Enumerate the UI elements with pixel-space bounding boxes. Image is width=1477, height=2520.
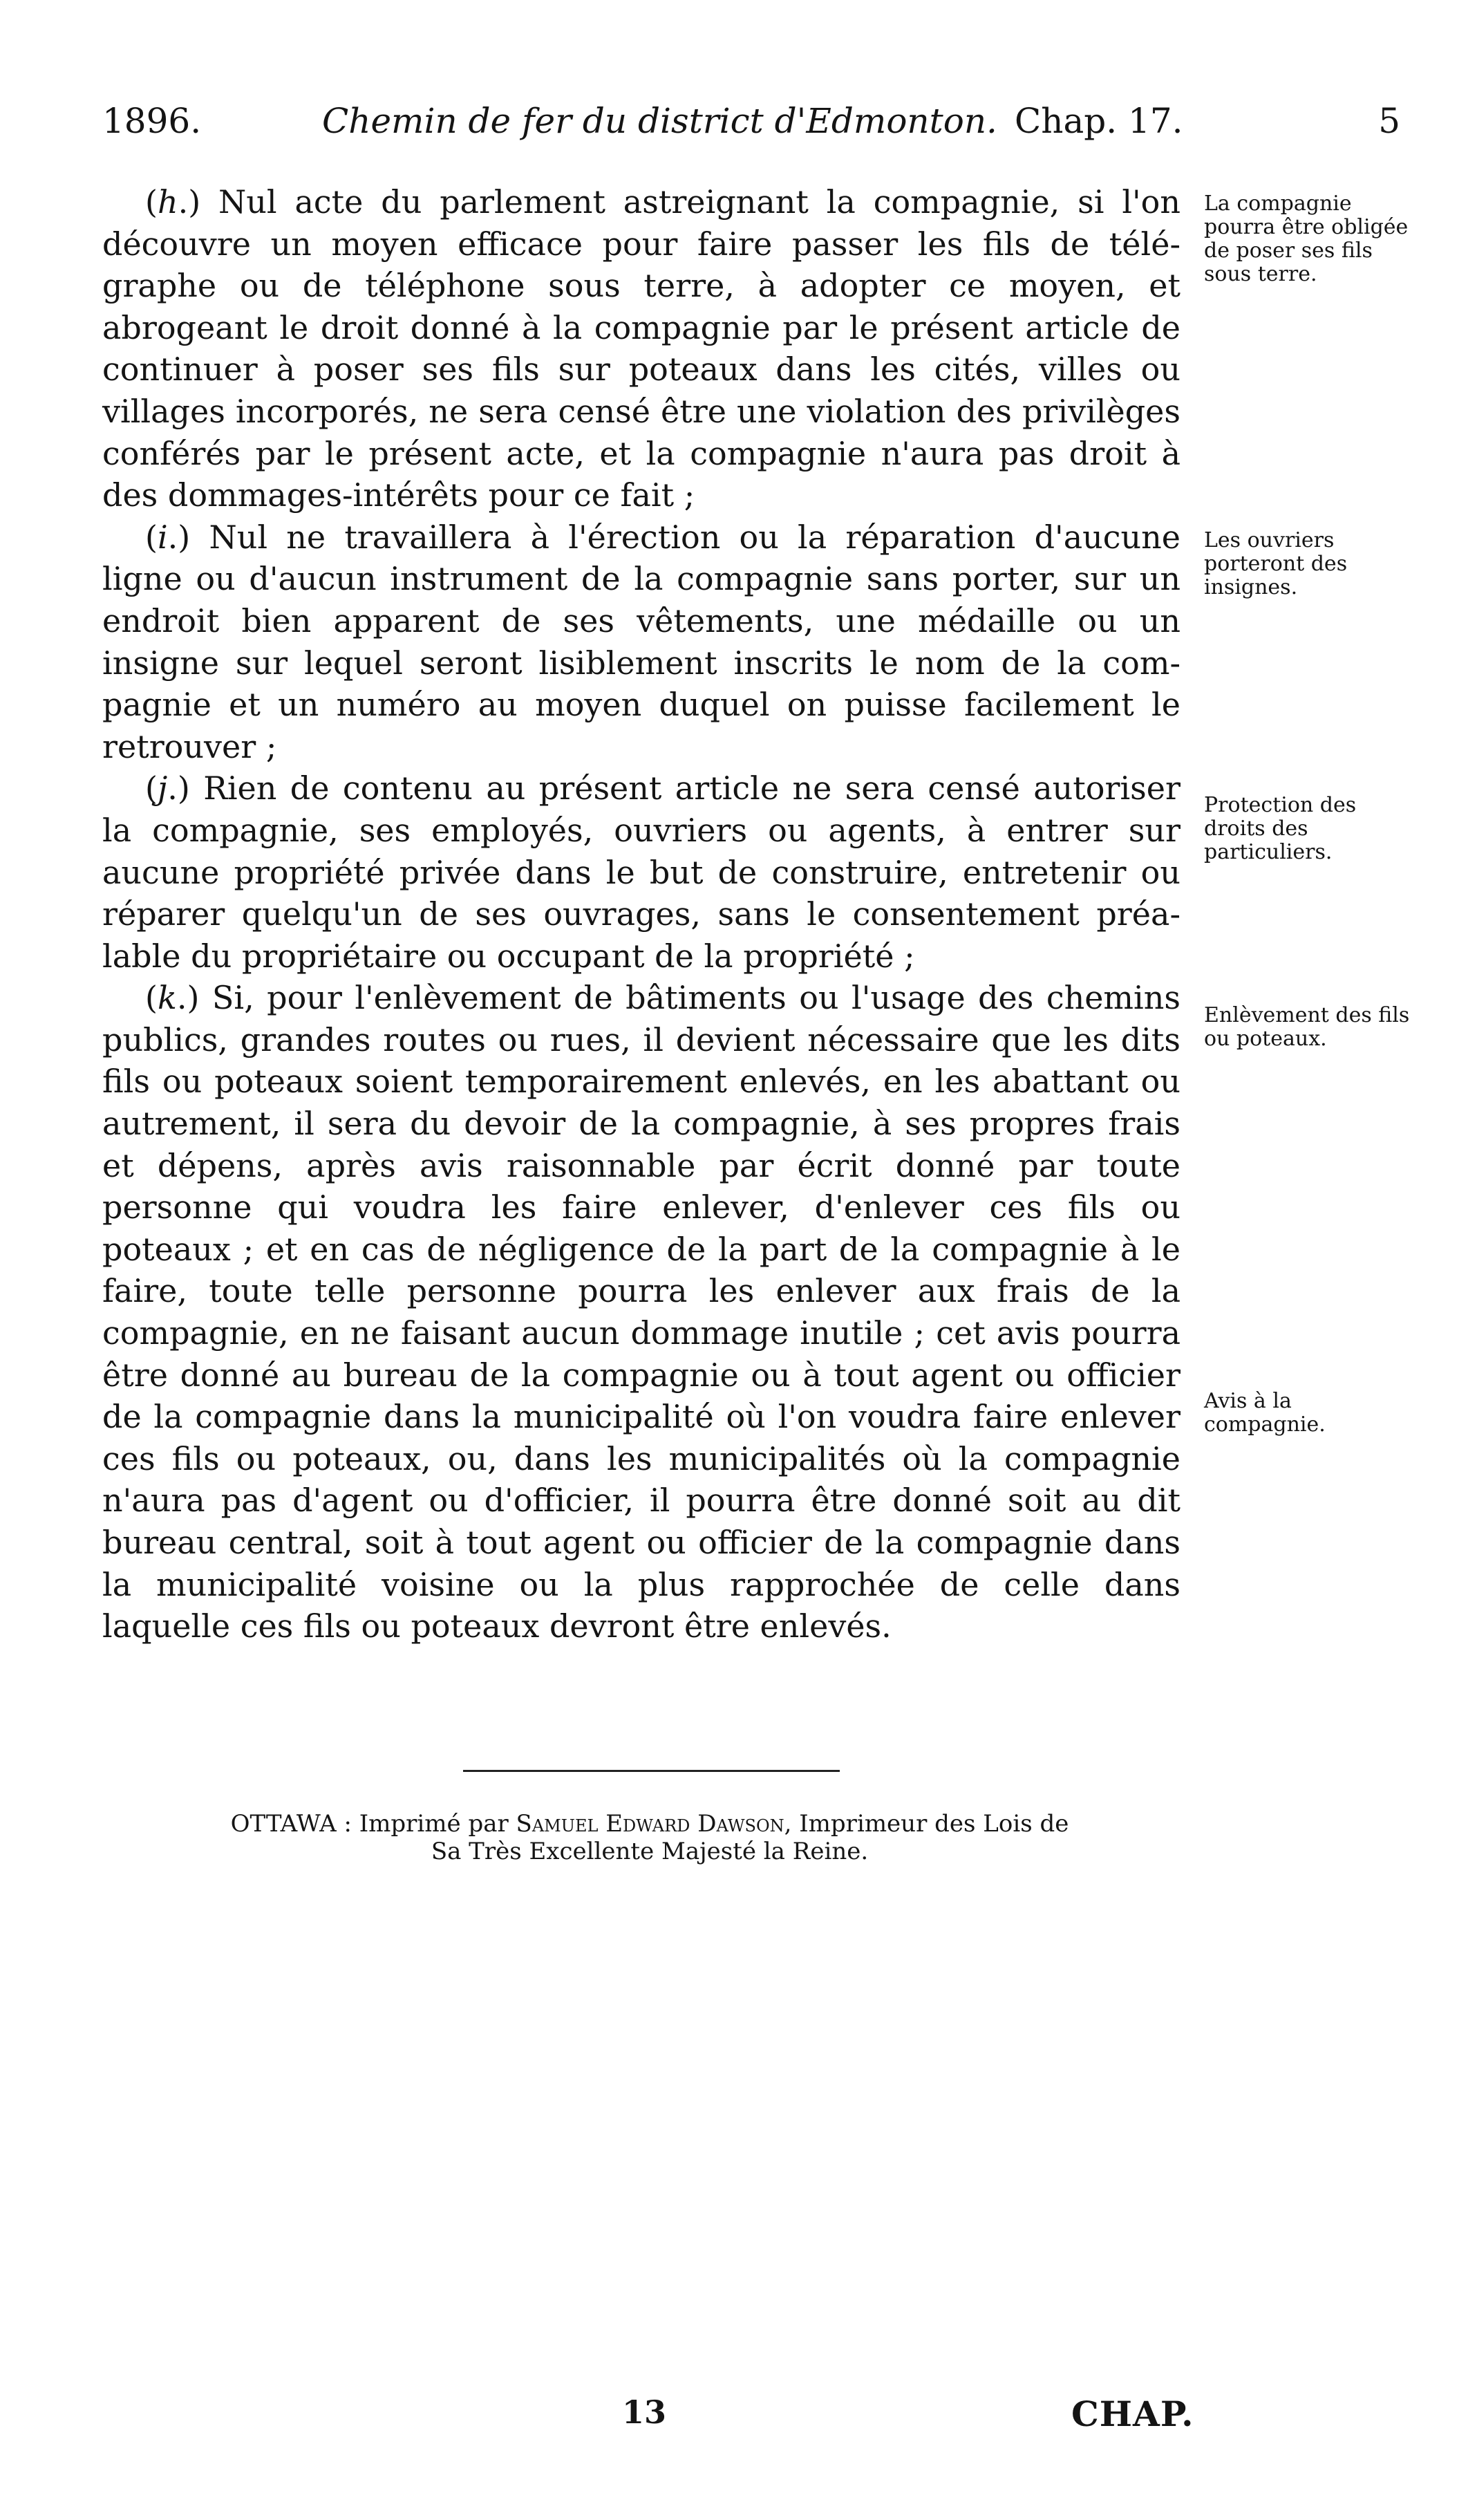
paragraph-text: Rien de contenu au présent article ne sera censé autoriser la compagnie, ses employés, ouvriers ou agents, à entrer sur aucune propriété privée dans le but de construire, entretenir ou réparer quelqu'un de ses ouvrages, sans le consentement préalable du propriétaire ou occupant de la propriété ; bbox=[102, 769, 1180, 975]
article-body bbox=[102, 181, 1180, 1648]
imprint-line-1 bbox=[138, 1810, 1161, 1838]
header-page-number: 5 bbox=[1378, 101, 1400, 141]
margin-note: Avis à la compagnie. bbox=[1204, 1389, 1326, 1437]
catchword: CHAP. bbox=[1071, 2393, 1194, 2434]
paragraph-i bbox=[102, 516, 1180, 768]
paragraph-text: Nul ne travaillera à l'érection ou la réparation d'aucune ligne ou d'aucun instrument de la compagnie sans porter, sur un endroit bien apparent de ses vêtements, une médaille ou un insigne sur lequel seront lisiblement inscrits le nom de la compagnie et un numéro au moyen duquel on puisse facilement le retrouver ; bbox=[102, 518, 1180, 765]
header-year: 1896. bbox=[102, 101, 202, 141]
margin-note: Les ouvriers porteront des insignes. bbox=[1204, 528, 1348, 599]
divider-rule bbox=[463, 1770, 840, 1772]
paragraph-label: (j.) bbox=[145, 769, 190, 808]
imprint-prefix: OTTAWA : Imprimé par bbox=[230, 1810, 509, 1838]
margin-note: Protection des droits des particuliers. bbox=[1204, 793, 1357, 864]
paragraph-k bbox=[102, 977, 1180, 1648]
running-header bbox=[102, 97, 1400, 145]
signature-mark: 13 bbox=[622, 2393, 667, 2431]
paragraph-label: (k.) bbox=[145, 979, 200, 1017]
paragraph-label: (h.) bbox=[145, 183, 201, 221]
margin-note: La compagnie pourra être obligée de poser ses fils sous terre. bbox=[1204, 192, 1409, 286]
imprint-suffix: Imprimeur des Lois de bbox=[799, 1810, 1069, 1838]
imprint-line-2: Sa Très Excellente Majesté la Reine. bbox=[431, 1838, 869, 1865]
imprint-printer-name: Samuel Edward Dawson, bbox=[516, 1810, 792, 1838]
printer-imprint bbox=[138, 1810, 1161, 1865]
header-chapter: Chap. 17. bbox=[1015, 101, 1183, 141]
paragraph-text: Si, pour l'enlèvement de bâtiments ou l'usage des chemins publics, grandes routes ou rues, il devient nécessaire que les dits fils ou poteaux soient temporairement enlevés, en les abattant ou autrement, il sera du devoir de la compagnie, à ses propres frais et dépens, après avis raisonnable par écrit donné par toute personne qui voudra les faire enlever, d'enlever ces fils ou poteaux ; et en cas de négligence de la part de la compagnie à le faire, toute telle personne pourra les enlever aux frais de la compagnie, en ne faisant aucun dommage inutile ; cet avis pourra être donné au bureau de la compagnie ou à tout agent ou officier de la compagnie dans la municipalité où l'on voudra faire enlever ces fils ou poteaux, ou, dans les municipalités où la compagnie n'aura pas d'agent ou d'officier, il pourra être donné soit au dit bureau central, soit à tout agent ou officier de la compagnie dans la municipalité voisine ou la plus rapprochée de celle dans laquelle ces fils ou poteaux devront être enlevés. bbox=[102, 979, 1180, 1645]
paragraph-j bbox=[102, 767, 1180, 977]
paragraph-text: Nul acte du parlement astreignant la compagnie, si l'on découvre un moyen efficace pour faire passer les fils de télégraphe ou de téléphone sous terre, à adopter ce moyen, et abrogeant le droit donné à la compagnie par le présent article de continuer à poser ses fils sur poteaux dans les cités, villes ou villages incorporés, ne sera censé être une violation des privilèges conférés par le présent acte, et la compagnie n'aura pas droit à des dommages-intérêts pour ce fait ; bbox=[102, 183, 1181, 514]
paragraph-label: (i.) bbox=[145, 518, 191, 556]
paragraph-h bbox=[102, 181, 1180, 516]
header-title: Chemin de fer du district d'Edmonton. bbox=[322, 101, 997, 141]
margin-note: Enlèvement des fils ou poteaux. bbox=[1204, 1003, 1410, 1051]
